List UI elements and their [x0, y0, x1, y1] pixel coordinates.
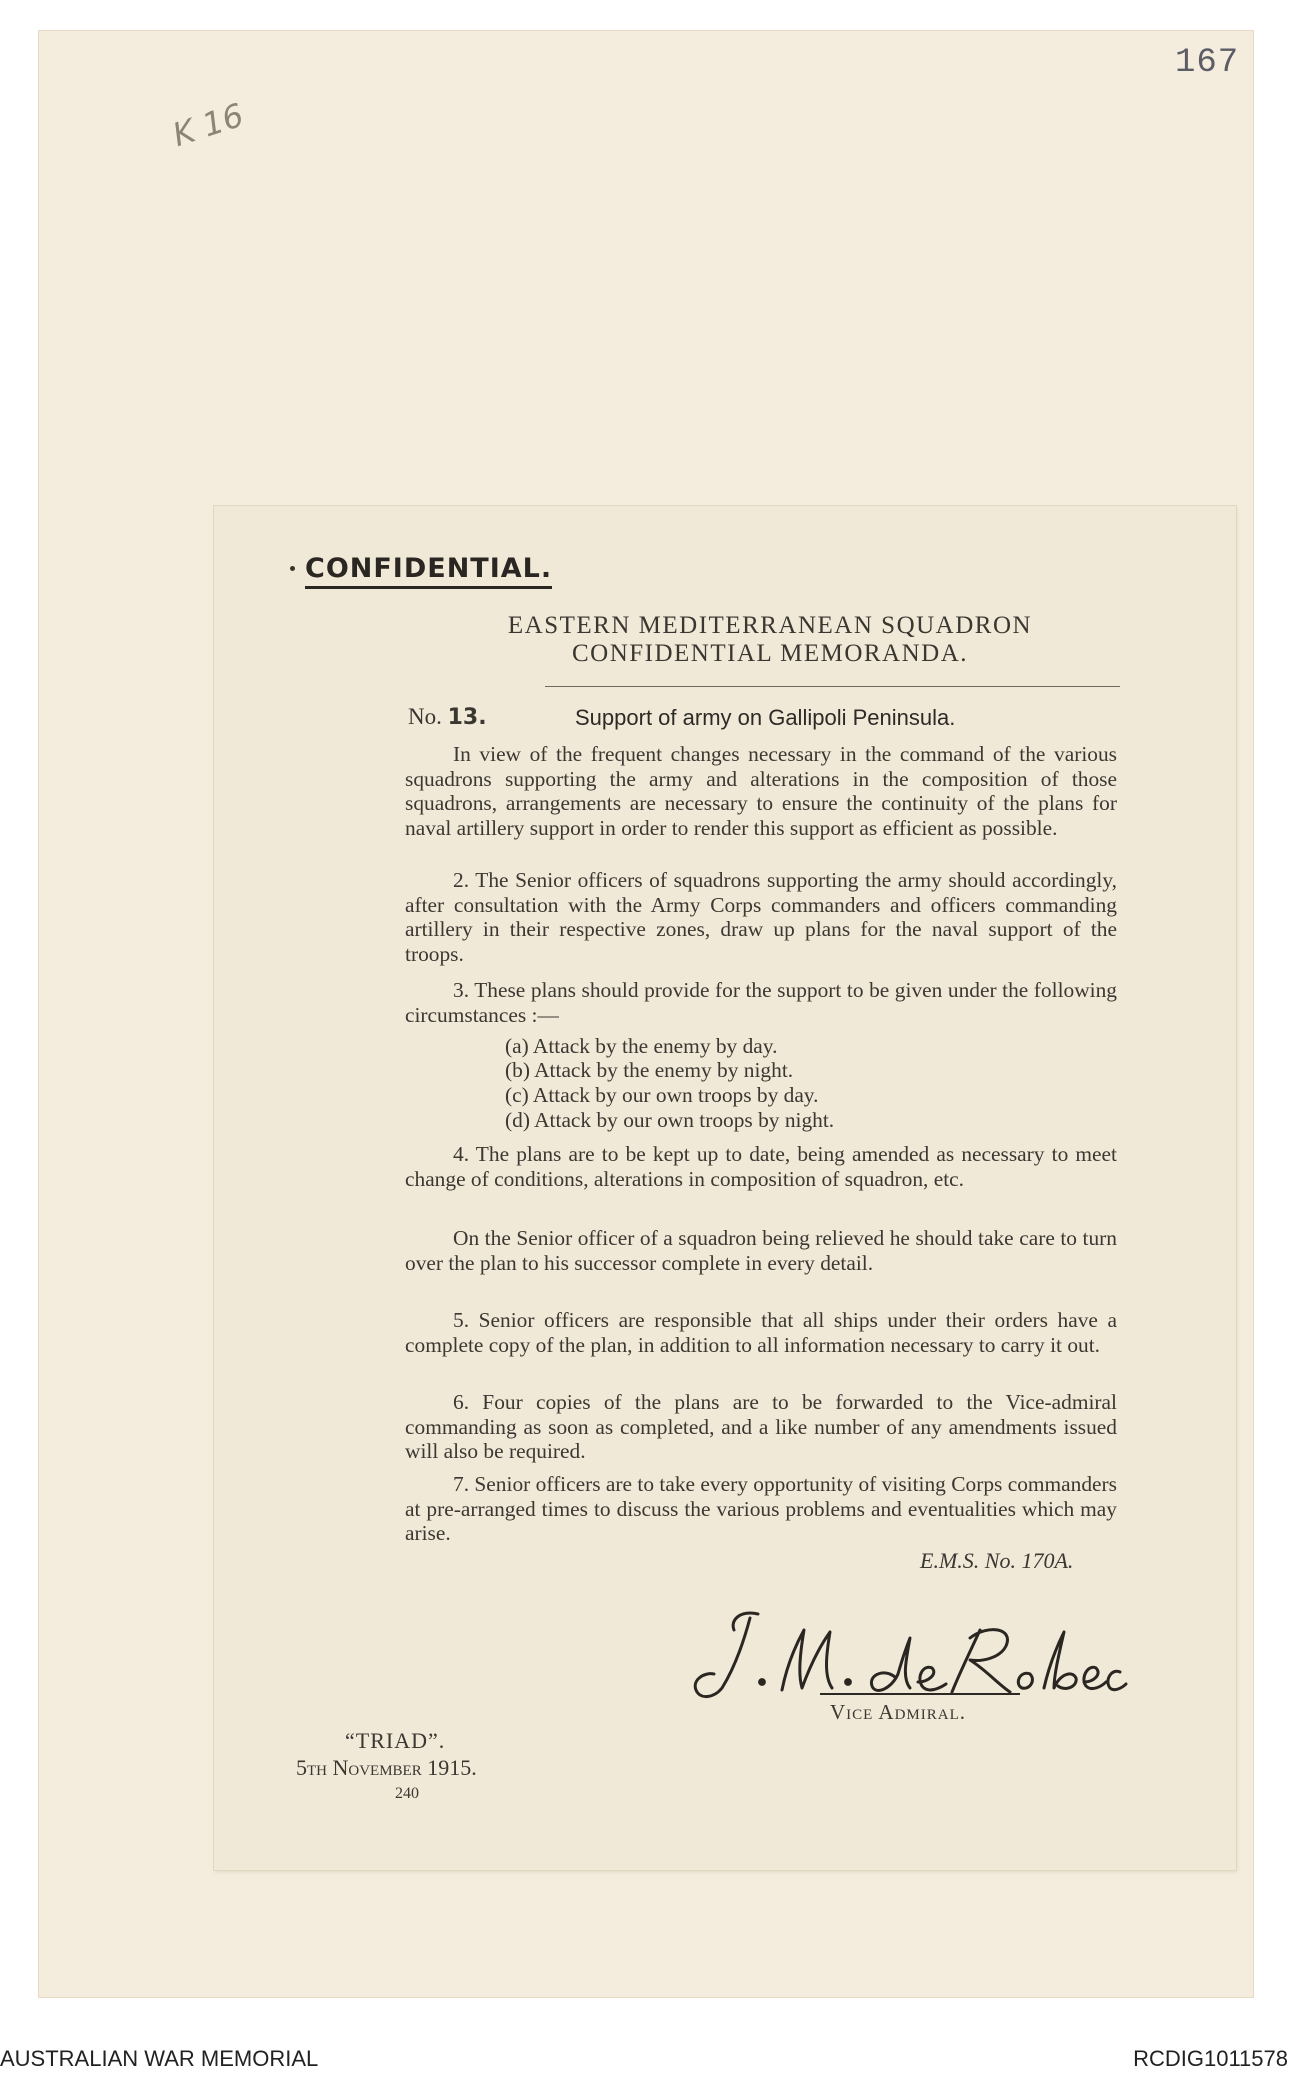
- paragraph-5: 5. Senior officers are responsible that all ships under their orders have a complete copy of the plan, in addition to all information necessary to carry it out.: [405, 1308, 1117, 1357]
- ems-reference: E.M.S. No. 170A.: [920, 1548, 1074, 1573]
- paragraph-4-continued: On the Senior officer of a squadron being relieved he should take care to turn over the plan to his successor complete in every detail.: [405, 1226, 1117, 1275]
- memo-subject: Support of army on Gallipoli Peninsula.: [575, 705, 956, 730]
- pencil-annotation: K 16: [168, 95, 249, 155]
- signature-text: J. M. de Robeck: [670, 1600, 677, 1601]
- paragraph-7: 7. Senior officers are to take every opportunity of visiting Corps commanders at pre-arranged times to discuss the various problems and eventualities which may arise.: [405, 1472, 1117, 1546]
- paragraph-3: 3. These plans should provide for the support to be given under the following circumstances :—: [405, 978, 1117, 1027]
- signature-rule: [820, 1693, 1020, 1695]
- paragraph-2: 2. The Senior officers of squadrons supporting the army should accordingly, after consultation with the Army Corps commanders and officers commanding artillery in their respective zones, draw up plans for the naval support of the troops.: [405, 868, 1117, 966]
- squadron-heading: EASTERN MEDITERRANEAN SQUADRON: [507, 612, 1033, 639]
- circumstance-d: (d) Attack by our own troops by night.: [505, 1108, 835, 1132]
- signature: [670, 1600, 1130, 1715]
- paragraph-6: 6. Four copies of the plans are to be forwarded to the Vice-admiral commanding as soon as completed, and a like number of any amendments issued will also be required.: [405, 1390, 1117, 1464]
- bullet-icon: [290, 566, 295, 571]
- classification-heading: CONFIDENTIAL.: [305, 553, 552, 589]
- memo-number-prefix: No.: [408, 704, 442, 729]
- memo-number-value: 13.: [447, 705, 487, 730]
- signatory-rank: Vice Admiral.: [830, 1700, 966, 1724]
- paragraph-1: In view of the frequent changes necessary in the command of the various squadrons supporting the army and alterations in the composition of those squadrons, arrangements are necessary to ensure the continuity of the plans for naval artillery support in order to render this support as efficient as possible.: [405, 742, 1117, 840]
- memo-date: 5th November 1915.: [296, 1755, 477, 1780]
- page-number: 167: [1175, 44, 1240, 82]
- ship-name: “TRIAD”.: [345, 1728, 446, 1753]
- archive-caption: AUSTRALIAN WAR MEMORIAL: [0, 2046, 319, 2071]
- paragraph-4: 4. The plans are to be kept up to date, being amended as necessary to meet change of conditions, alterations in composition of squadron, etc.: [405, 1142, 1117, 1191]
- print-code: 240: [395, 1785, 419, 1802]
- heading-rule: [545, 686, 1120, 687]
- circumstance-a: (a) Attack by the enemy by day.: [505, 1034, 778, 1058]
- archive-record-id: RCDIG1011578: [1133, 2046, 1288, 2071]
- memoranda-heading: CONFIDENTIAL MEMORANDA.: [571, 640, 969, 667]
- circumstance-b: (b) Attack by the enemy by night.: [505, 1058, 794, 1082]
- memo-number: [408, 704, 487, 730]
- circumstance-c: (c) Attack by our own troops by day.: [505, 1083, 819, 1107]
